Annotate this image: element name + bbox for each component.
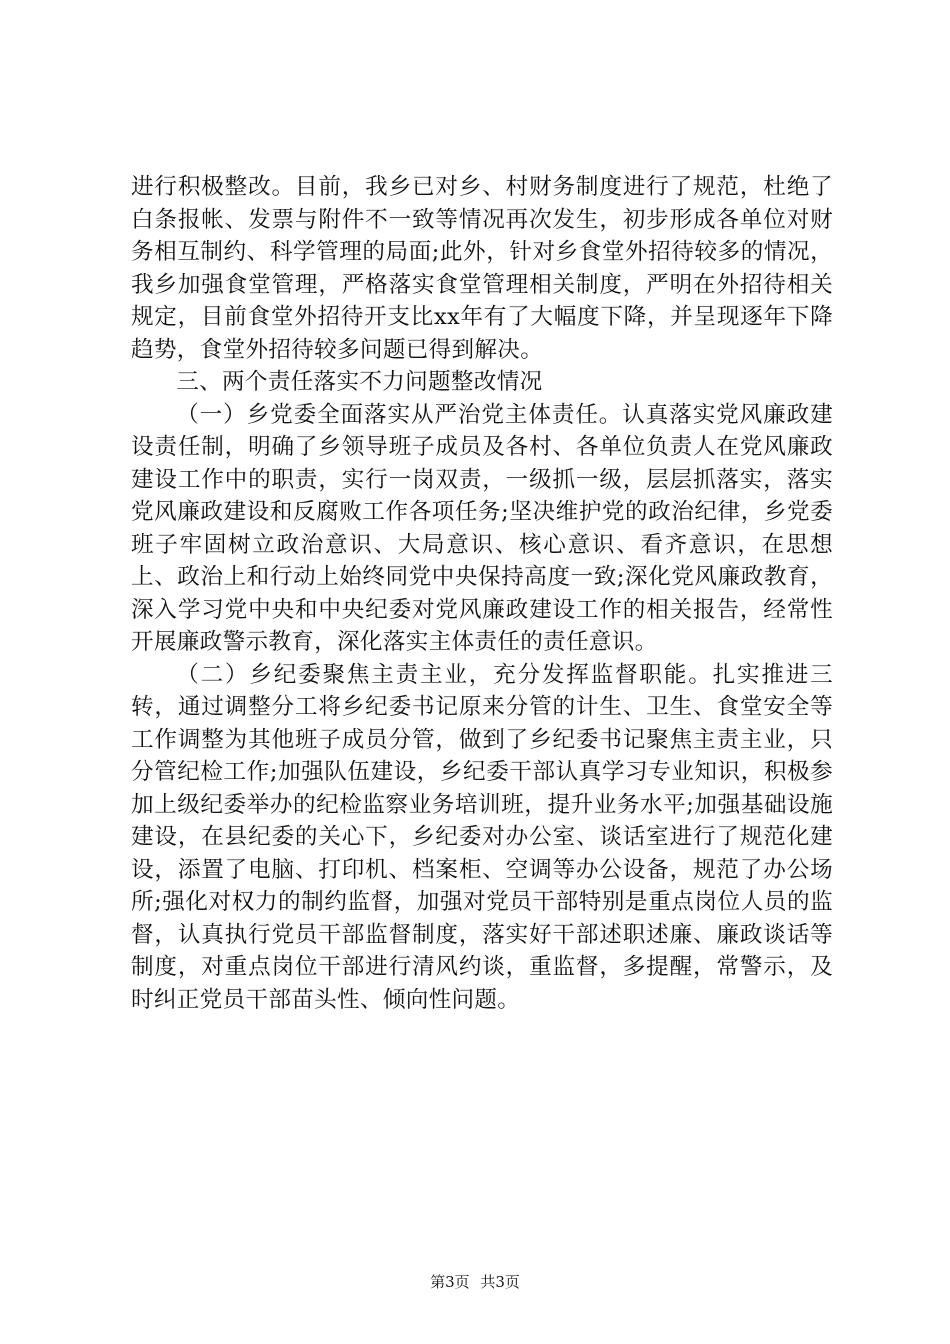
section-heading-two-responsibilities: 三、两个责任落实不力问题整改情况 [176, 369, 543, 395]
paragraph-discipline-committee-supervision: （二）乡纪委聚焦主责主业，充分发挥监督职能。扎实推进三转，通过调整分工将乡纪委书记原来分管的计生、卫生、食堂安全等工作调整为其他班子成员分管，做到了乡纪委书记聚焦主责主业，只分管纪检工作;加强队伍建设，乡纪委干部认真学习专业知识，积极参加上级纪委举办的纪检监察业务培训班，提升业务水平;加强基础设施建设，在县纪委的关心下，乡纪委对办公室、谈话室进行了规范化建设，添置了电脑、打印机、档案柜、空调等办公设备，规范了办公场所;强化对权力的制约监督，加强对党员干部特别是重点岗位人员的监督，认真执行党员干部监督制度，落实好干部述职述廉、廉政谈话等制度，对重点岗位干部进行清风约谈，重监督，多提醒，常警示，及时纠正党员干部苗头性、倾向性问题。 [131, 661, 833, 1013]
page-footer [0, 1272, 950, 1292]
paragraph-party-committee-responsibility: （一）乡党委全面落实从严治党主体责任。认真落实党风廉政建设责任制，明确了乡领导班子成员及各村、各单位负责人在党风廉政建设工作中的职责，实行一岗双责，一级抓一级，层层抓落实，落实党风廉政建设和反腐败工作各项任务;坚决维护党的政治纪律，乡党委班子牢固树立政治意识、大局意识、核心意识、看齐意识，在思想上、政治上和行动上始终同党中央保持高度一致;深化党风廉政教育，深入学习党中央和中央纪委对党风廉政建设工作的相关报告，经常性开展廉政警示教育，深化落实主体责任的责任意识。 [131, 401, 833, 655]
document-body [131, 171, 833, 1016]
paragraph-finance-rectification: 进行积极整改。目前，我乡已对乡、村财务制度进行了规范，杜绝了白条报帐、发票与附件不一致等情况再次发生，初步形成各单位对财务相互制约、科学管理的局面;此外，针对乡食堂外招待较多的情况，我乡加强食堂管理，严格落实食堂管理相关制度，严明在外招待相关规定，目前食堂外招待开支比xx年有了大幅度下降，并呈现逐年下降趋势，食堂外招待较多问题已得到解决。 [131, 174, 833, 363]
page-total: 共3页 [480, 1273, 520, 1291]
page-number: 第3页 [430, 1273, 470, 1291]
